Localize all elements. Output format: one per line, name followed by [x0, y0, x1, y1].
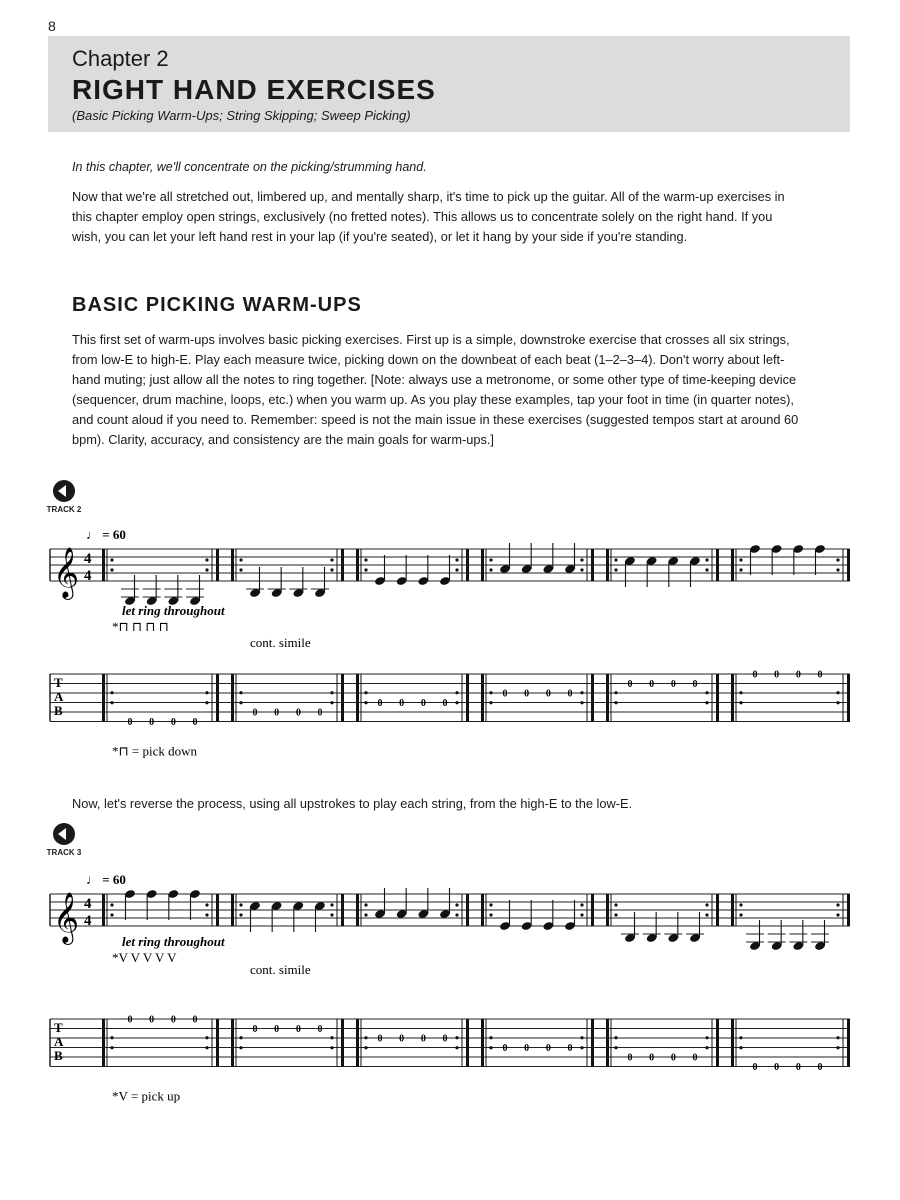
barline-thick — [356, 894, 359, 926]
tab-fret-number: 0 — [795, 669, 801, 681]
barline-thick — [591, 894, 594, 926]
barline-thick — [731, 674, 734, 722]
pick-stroke-symbols: *V V V V V — [112, 950, 177, 965]
repeat-dot — [580, 568, 583, 571]
tab-fret-number: 0 — [649, 679, 655, 690]
barline-thick — [466, 894, 469, 926]
repeat-dot — [739, 568, 742, 571]
repeat-dot — [330, 903, 333, 906]
tab-letter: A — [54, 1034, 64, 1049]
footnote: *V = pick up — [112, 1088, 181, 1104]
repeat-dot — [364, 691, 367, 694]
repeat-dot — [110, 903, 113, 906]
repeat-dot — [489, 701, 492, 704]
repeat-dot — [239, 701, 242, 704]
repeat-dot — [705, 1036, 708, 1039]
treble-clef: 𝄞 — [53, 893, 80, 942]
barline-thick — [847, 674, 850, 722]
repeat-dot — [455, 701, 458, 704]
repeat-dot — [205, 568, 208, 571]
repeat-dot — [110, 568, 113, 571]
tab-letter: B — [54, 703, 63, 718]
repeat-dot — [364, 903, 367, 906]
barline-thick — [216, 1019, 219, 1067]
page-number: 8 — [48, 18, 56, 34]
audio-play-icon[interactable] — [53, 823, 75, 845]
repeat-dot — [330, 1036, 333, 1039]
barline-thick — [341, 1019, 344, 1067]
tab-fret-number: 0 — [127, 1014, 133, 1026]
repeat-dot — [330, 701, 333, 704]
barline-thick — [102, 549, 105, 581]
barline-thick — [847, 549, 850, 581]
paragraph-2: This first set of warm-ups involves basic picking exercises. First up is a simple, downstroke exercise that crosses all six strings, from low-E to high-E. Play each measure twice, picking down on the downbeat of each beat (1–2–3–4). Don't worry about left-hand muting; just allow all the notes to ring together. [Note: always use a metronome, or some other type of time-keeping device (sequencer, drum machine, loops, etc.) when you warm up. As you play these examples, tap your foot in time (in quarter notes), and count aloud if you need to. Remember: speed is not the main issue in these exercises (suggested tempos start at around 60 bpm). Clarity, accuracy, and consistency are the main goals for warm-ups.] — [72, 332, 799, 447]
performance-direction: let ring throughout — [122, 934, 225, 949]
simile-text: cont. simile — [250, 635, 311, 650]
repeat-dot — [614, 558, 617, 561]
repeat-dot — [205, 558, 208, 561]
barline-thick — [716, 549, 719, 581]
tab-fret-number: 0 — [442, 1033, 448, 1045]
barline-thick — [231, 549, 234, 581]
chapter-subtitle: (Basic Picking Warm-Ups; String Skipping; Sweep Picking) — [72, 108, 411, 123]
repeat-dot — [614, 1036, 617, 1039]
repeat-dot — [239, 691, 242, 694]
tab-fret-number: 0 — [795, 1062, 801, 1073]
tab-fret-number: 0 — [524, 1043, 530, 1054]
tab-fret-number: 0 — [317, 707, 323, 719]
repeat-dot — [239, 1036, 242, 1039]
repeat-dot — [580, 913, 583, 916]
tab-letter: T — [54, 675, 63, 690]
barline-thick — [341, 674, 344, 722]
repeat-dot — [205, 1036, 208, 1039]
barline-thick — [731, 549, 734, 581]
repeat-dot — [239, 903, 242, 906]
tab-fret-number: 0 — [420, 698, 426, 709]
paragraph-3: Now, let's reverse the process, using all upstrokes to play each string, from the high-E to the low-E. — [72, 796, 633, 811]
repeat-dot — [739, 913, 742, 916]
tab-fret-number: 0 — [817, 1062, 823, 1073]
repeat-dot — [205, 903, 208, 906]
tab-fret-number: 0 — [524, 688, 530, 700]
tab-fret-number: 0 — [442, 698, 448, 709]
repeat-dot — [489, 568, 492, 571]
track-2-audio[interactable] — [42, 480, 86, 514]
barline-thick — [481, 549, 484, 581]
barline-thick — [102, 1019, 105, 1067]
tab-fret-number: 0 — [545, 1043, 551, 1054]
tab-fret-number: 0 — [774, 1062, 780, 1073]
barline-thick — [341, 549, 344, 581]
repeat-dot — [705, 701, 708, 704]
barline-thick — [466, 674, 469, 722]
repeat-dot — [330, 558, 333, 561]
track-3-audio[interactable] — [42, 823, 86, 857]
barline-thick — [716, 894, 719, 926]
barline-thick — [606, 1019, 609, 1067]
time-signature-top: 4 — [84, 896, 92, 912]
repeat-dot — [330, 1046, 333, 1049]
repeat-dot — [739, 701, 742, 704]
tab-fret-number: 0 — [149, 717, 155, 728]
tab-fret-number: 0 — [627, 1052, 633, 1064]
audio-play-icon[interactable] — [53, 480, 75, 502]
tab-fret-number: 0 — [817, 669, 823, 681]
repeat-dot — [614, 691, 617, 694]
tab-fret-number: 0 — [752, 1062, 758, 1073]
repeat-dot — [836, 903, 839, 906]
repeat-dot — [580, 558, 583, 561]
repeat-dot — [455, 903, 458, 906]
repeat-dot — [580, 1036, 583, 1039]
repeat-dot — [205, 701, 208, 704]
repeat-dot — [330, 691, 333, 694]
barline-thick — [481, 674, 484, 722]
tab-fret-number: 0 — [317, 1024, 323, 1035]
repeat-dot — [205, 1046, 208, 1049]
barline-thick — [716, 674, 719, 722]
barline-thick — [847, 894, 850, 926]
track-label: TRACK 2 — [46, 505, 82, 514]
chapter-title: RIGHT HAND EXERCISES — [72, 74, 436, 105]
performance-direction: let ring throughout — [122, 603, 225, 618]
repeat-dot — [489, 913, 492, 916]
notation-example-1 — [0, 525, 900, 759]
tab-fret-number: 0 — [149, 1014, 155, 1026]
barline-thick — [216, 549, 219, 581]
barline-thick — [466, 1019, 469, 1067]
repeat-dot — [110, 1046, 113, 1049]
tab-fret-number: 0 — [670, 1052, 676, 1064]
chapter-label: Chapter 2 — [72, 46, 169, 71]
barline-thick — [102, 674, 105, 722]
barline-thick — [591, 1019, 594, 1067]
barline-thick — [591, 549, 594, 581]
tab-fret-number: 0 — [670, 679, 676, 690]
repeat-dot — [705, 691, 708, 694]
repeat-dot — [489, 691, 492, 694]
repeat-dot — [205, 691, 208, 694]
repeat-dot — [239, 558, 242, 561]
repeat-dot — [110, 913, 113, 916]
repeat-dot — [614, 568, 617, 571]
repeat-dot — [489, 558, 492, 561]
tab-fret-number: 0 — [774, 669, 780, 681]
notation-example-2 — [0, 870, 900, 1104]
tempo-marking: ♩ = 60 — [86, 527, 126, 542]
tab-fret-number: 0 — [649, 1052, 655, 1064]
repeat-dot — [110, 1036, 113, 1039]
paragraph-1: Now that we're all stretched out, limbered up, and mentally sharp, it's time to pick up the guitar. All of the warm-up exercises in this chapter employ open strings, exclusively (no fretted notes). This allows us to concentrate solely on the right hand. If you wish, you can let your left hand rest in your lap (if you're seated), or let it hang by your side if you're standing. — [72, 189, 785, 244]
repeat-dot — [239, 568, 242, 571]
barline-thick — [216, 894, 219, 926]
barline-thick — [356, 674, 359, 722]
repeat-dot — [836, 913, 839, 916]
tab-fret-number: 0 — [502, 1043, 508, 1054]
barline-thick — [231, 674, 234, 722]
repeat-dot — [614, 1046, 617, 1049]
tempo-marking: ♩ = 60 — [86, 872, 126, 887]
barline-thick — [341, 894, 344, 926]
repeat-dot — [330, 568, 333, 571]
repeat-dot — [239, 1046, 242, 1049]
barline-thick — [606, 674, 609, 722]
barline-thick — [102, 894, 105, 926]
tab-fret-number: 0 — [545, 688, 551, 700]
repeat-dot — [455, 1046, 458, 1049]
tab-fret-number: 0 — [399, 1033, 405, 1045]
repeat-dot — [739, 1036, 742, 1039]
repeat-dot — [836, 1046, 839, 1049]
barline-thick — [606, 894, 609, 926]
track-label: TRACK 3 — [46, 848, 82, 857]
tab-fret-number: 0 — [170, 1014, 176, 1026]
repeat-dot — [455, 568, 458, 571]
repeat-dot — [580, 691, 583, 694]
tab-fret-number: 0 — [399, 698, 405, 709]
tab-fret-number: 0 — [252, 707, 258, 719]
repeat-dot — [614, 913, 617, 916]
repeat-dot — [705, 568, 708, 571]
tab-fret-number: 0 — [377, 698, 383, 709]
repeat-dot — [739, 691, 742, 694]
tab-fret-number: 0 — [752, 669, 758, 681]
footnote: *⊓ = pick down — [112, 743, 197, 759]
repeat-dot — [705, 1046, 708, 1049]
tab-letter: A — [54, 689, 64, 704]
time-signature-bottom: 4 — [84, 913, 92, 929]
tab-fret-number: 0 — [295, 1024, 301, 1035]
barline-thick — [356, 1019, 359, 1067]
repeat-dot — [489, 1046, 492, 1049]
tab-fret-number: 0 — [420, 1033, 426, 1045]
repeat-dot — [614, 903, 617, 906]
barline-thick — [481, 1019, 484, 1067]
tab-fret-number: 0 — [692, 679, 698, 690]
repeat-dot — [489, 1036, 492, 1039]
tab-fret-number: 0 — [502, 688, 508, 700]
chapter-header — [48, 36, 850, 132]
barline-thick — [481, 894, 484, 926]
tab-fret-number: 0 — [692, 1052, 698, 1064]
tab-fret-number: 0 — [127, 717, 133, 728]
barline-thick — [356, 549, 359, 581]
tab-fret-number: 0 — [295, 707, 301, 719]
barline-thick — [731, 1019, 734, 1067]
repeat-dot — [580, 701, 583, 704]
repeat-dot — [455, 691, 458, 694]
section-heading: BASIC PICKING WARM-UPS — [72, 294, 362, 316]
repeat-dot — [580, 1046, 583, 1049]
repeat-dot — [489, 903, 492, 906]
tab-fret-number: 0 — [170, 717, 176, 728]
simile-text: cont. simile — [250, 962, 311, 977]
repeat-dot — [455, 1036, 458, 1039]
tab-fret-number: 0 — [252, 1024, 258, 1035]
tab-fret-number: 0 — [274, 1024, 280, 1035]
repeat-dot — [239, 913, 242, 916]
repeat-dot — [836, 1036, 839, 1039]
tab-fret-number: 0 — [567, 1043, 573, 1054]
repeat-dot — [205, 913, 208, 916]
barline-thick — [466, 549, 469, 581]
repeat-dot — [614, 701, 617, 704]
repeat-dot — [110, 701, 113, 704]
repeat-dot — [836, 568, 839, 571]
barline-thick — [847, 1019, 850, 1067]
barline-thick — [731, 894, 734, 926]
repeat-dot — [739, 1046, 742, 1049]
repeat-dot — [836, 701, 839, 704]
barline-thick — [231, 1019, 234, 1067]
repeat-dot — [330, 913, 333, 916]
repeat-dot — [110, 558, 113, 561]
tab-fret-number: 0 — [192, 1014, 198, 1026]
repeat-dot — [455, 913, 458, 916]
tab-fret-number: 0 — [567, 688, 573, 700]
barline-thick — [591, 674, 594, 722]
repeat-dot — [836, 558, 839, 561]
repeat-dot — [364, 1046, 367, 1049]
tab-fret-number: 0 — [377, 1033, 383, 1045]
barline-thick — [231, 894, 234, 926]
repeat-dot — [364, 913, 367, 916]
intro-text: In this chapter, we'll concentrate on the picking/strumming hand. — [72, 160, 427, 174]
repeat-dot — [110, 691, 113, 694]
repeat-dot — [836, 691, 839, 694]
tab-letter: B — [54, 1048, 63, 1063]
tab-fret-number: 0 — [192, 717, 198, 728]
repeat-dot — [364, 558, 367, 561]
tab-fret-number: 0 — [274, 707, 280, 719]
repeat-dot — [705, 558, 708, 561]
barline-thick — [606, 549, 609, 581]
treble-clef: 𝄞 — [53, 548, 80, 597]
repeat-dot — [364, 568, 367, 571]
barline-thick — [216, 674, 219, 722]
repeat-dot — [364, 1036, 367, 1039]
pick-stroke-symbols: *⊓ ⊓ ⊓ ⊓ — [112, 619, 169, 634]
repeat-dot — [739, 558, 742, 561]
repeat-dot — [364, 701, 367, 704]
tab-letter: T — [54, 1020, 63, 1035]
repeat-dot — [580, 903, 583, 906]
repeat-dot — [455, 558, 458, 561]
time-signature-top: 4 — [84, 551, 92, 567]
repeat-dot — [739, 903, 742, 906]
repeat-dot — [705, 913, 708, 916]
repeat-dot — [705, 903, 708, 906]
time-signature-bottom: 4 — [84, 568, 92, 584]
tab-fret-number: 0 — [627, 679, 633, 690]
barline-thick — [716, 1019, 719, 1067]
